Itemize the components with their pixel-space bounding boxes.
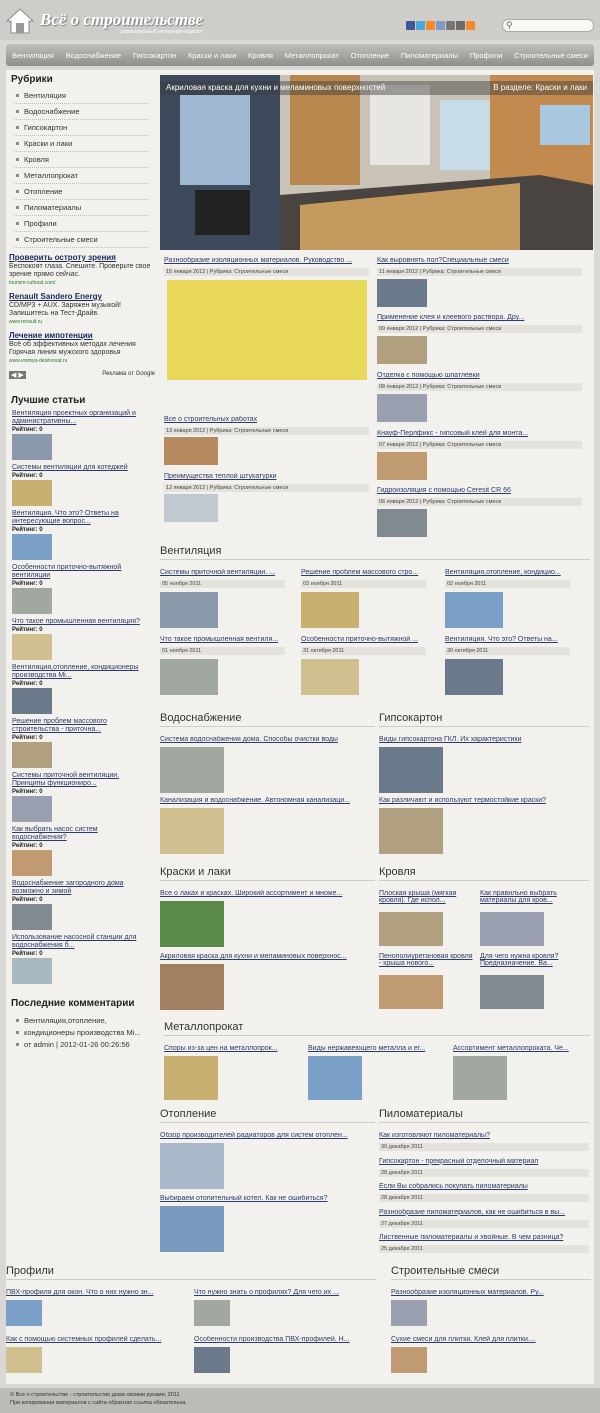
- article-excerpt: [55, 480, 56, 487]
- article-link[interactable]: Виды гипсокартона ГКЛ. Их характеристики: [379, 736, 522, 743]
- article-date: 28 декабря 2011: [379, 1169, 589, 1177]
- rubrics-title: Рубрики: [11, 74, 53, 85]
- nav-item[interactable]: Металлопрокат: [284, 50, 339, 60]
- article-meta: 11 января 2012 | Рубрика: Строительные смеси: [377, 268, 582, 276]
- article-thumbnail[interactable]: [308, 1056, 362, 1100]
- article-meta: 13 января 2012 | Рубрика: Строительные смеси: [164, 427, 369, 435]
- best-article-row: [12, 534, 150, 560]
- article-excerpt: [55, 634, 56, 641]
- best-article-link[interactable]: Системы вентиляции для котеджей: [12, 464, 128, 471]
- rubric-item[interactable]: Отопление: [14, 184, 149, 200]
- rating: Рейтинг: 0: [12, 473, 43, 479]
- article-link[interactable]: ПВХ-профиля для окон. Что о них нужно зн...: [6, 1289, 154, 1296]
- comment-line[interactable]: Вентиляция,отопление,: [12, 1015, 156, 1027]
- article-date: 01 ноября 2011: [160, 647, 285, 655]
- ads-nav-buttons[interactable]: ◀ ▶: [11, 372, 24, 379]
- article-excerpt: [55, 688, 56, 695]
- article-thumbnail[interactable]: [377, 452, 427, 480]
- article-thumbnail[interactable]: [160, 964, 224, 1010]
- article-link[interactable]: Сухие смеси для плитки. Клей для плитки....: [391, 1336, 536, 1343]
- section-title[interactable]: Пиломатериалы: [379, 1108, 589, 1123]
- best-article-row: [12, 958, 150, 984]
- article-link[interactable]: Разнообразие изоляционных материалов. Ру...: [391, 1289, 544, 1296]
- nav-item[interactable]: Профили: [469, 50, 503, 60]
- best-article-link[interactable]: Вентиляция проектных организаций и административны...: [12, 410, 136, 425]
- article-link[interactable]: Виды нержавеющего металла и ег...: [308, 1045, 426, 1052]
- article-thumbnail[interactable]: [301, 592, 359, 628]
- article-meta: 12 января 2012 | Рубрика: Строительные смеси: [164, 484, 369, 492]
- rubric-item[interactable]: Строительные смеси: [14, 232, 149, 248]
- best-article-link[interactable]: Решение проблем массового строительства - приточна...: [12, 718, 107, 733]
- article-link[interactable]: Как различают и используют термостойкие краски?: [379, 797, 547, 804]
- article-thumbnail[interactable]: [379, 912, 443, 946]
- comment-line[interactable]: кондиционеры производства Mi...: [12, 1027, 156, 1039]
- article-thumbnail[interactable]: [194, 1347, 230, 1373]
- article-meta: 08 января 2012 | Рубрика: Строительные смеси: [377, 383, 582, 391]
- best-articles-list: [12, 410, 150, 984]
- best-article-link[interactable]: Как выбрать насос систем водоснабжения?: [12, 826, 98, 841]
- rubric-item[interactable]: Профили: [14, 216, 149, 232]
- rubric-item[interactable]: Водоснабжение: [14, 104, 149, 120]
- rubric-item[interactable]: Пиломатериалы: [14, 200, 149, 216]
- main-nav: [6, 44, 594, 66]
- section-title[interactable]: Вентиляция: [160, 545, 590, 560]
- article-link[interactable]: Преимущества теплой штукатурки: [164, 473, 277, 480]
- section-title[interactable]: Гипсокартон: [379, 712, 589, 727]
- article-thumbnail[interactable]: [160, 1143, 224, 1189]
- nav-item[interactable]: Отопление: [350, 50, 390, 60]
- article-link[interactable]: Как изготовляют пиломатериалы?: [379, 1132, 490, 1139]
- article-excerpt: [55, 904, 56, 911]
- article-date: 30 октября 2011: [445, 647, 570, 655]
- article-thumbnail[interactable]: [480, 975, 544, 1009]
- article-thumbnail[interactable]: [12, 534, 52, 560]
- best-article-row: [12, 904, 150, 930]
- best-article-row: [12, 634, 150, 660]
- ad-title[interactable]: Проверить остроту зрения: [9, 253, 116, 262]
- ad-url[interactable]: www.renault.ru: [9, 319, 43, 325]
- article-link[interactable]: Применение клея и клеевого раствора. Дру...: [377, 314, 525, 321]
- twitter-icon[interactable]: [416, 21, 425, 30]
- article-thumbnail[interactable]: [377, 509, 427, 537]
- slider-caption: [160, 81, 593, 95]
- article-link[interactable]: Системы приточной вентиляции. ...: [160, 569, 275, 576]
- article-thumbnail[interactable]: [167, 280, 367, 380]
- article-thumbnail[interactable]: [12, 904, 52, 930]
- article-thumbnail[interactable]: [6, 1347, 42, 1373]
- nav-item[interactable]: Вентиляция: [12, 50, 54, 60]
- slider-section[interactable]: В разделе: Краски и лаки: [493, 83, 587, 92]
- article-link[interactable]: Обзор производителей радиаторов для систем отоплен...: [160, 1132, 348, 1139]
- article-link[interactable]: Гипсокартон - прекрасный отделочный материал: [379, 1157, 539, 1165]
- comments-title: Последние комментарии: [11, 998, 135, 1009]
- rating: Рейтинг: 0: [12, 735, 43, 741]
- article-link[interactable]: Особенности приточно-вытяжной ...: [301, 636, 419, 643]
- article-meta: 15 января 2012 | Рубрика: Строительные смеси: [164, 268, 369, 276]
- article-excerpt: [55, 588, 56, 595]
- article-thumbnail[interactable]: [12, 634, 52, 660]
- best-article-row: [12, 688, 150, 714]
- nav-item[interactable]: Строительные смеси: [514, 50, 588, 60]
- rating: Рейтинг: 0: [12, 897, 43, 903]
- article-meta: 09 января 2012 | Рубрика: Строительные смеси: [377, 325, 582, 333]
- article-thumbnail[interactable]: [379, 808, 443, 854]
- site-subtitle: строительный интернет-портал: [120, 29, 203, 35]
- article-thumbnail[interactable]: [12, 796, 52, 822]
- best-article-link[interactable]: Водоснабжение загородного дома возможно и зимой: [12, 880, 124, 895]
- section-title[interactable]: Профили: [6, 1265, 376, 1280]
- google-ads: [9, 254, 155, 365]
- article-excerpt: [55, 958, 56, 965]
- article-link[interactable]: Если Вы собрались покупать пиломатериалы: [379, 1183, 528, 1190]
- article-thumbnail[interactable]: [194, 1300, 230, 1326]
- article-thumbnail[interactable]: [160, 808, 224, 854]
- best-article-row: [12, 742, 150, 768]
- best-article-link[interactable]: Особенности приточно-вытяжной вентиляции: [12, 564, 122, 579]
- article-excerpt: [55, 534, 56, 541]
- article-link[interactable]: Канализация и водоснабжение. Автономная канализаци...: [160, 797, 351, 804]
- article-link[interactable]: Как выровнять пол?Специальные смеси: [377, 257, 509, 264]
- article-date: 05 ноября 2011: [160, 580, 285, 588]
- article-date: 30 декабря 2011: [379, 1143, 589, 1151]
- best-article-row: [12, 796, 150, 822]
- article-date: 28 декабря 2011: [379, 1194, 589, 1202]
- rating: Рейтинг: 0: [12, 843, 43, 849]
- article-thumbnail[interactable]: [160, 592, 218, 628]
- article-link[interactable]: Выбираем отопительный котел. Как не ошибиться?: [160, 1195, 328, 1202]
- rss-icon[interactable]: [426, 21, 435, 30]
- rubric-item[interactable]: Краски и лаки: [14, 136, 149, 152]
- article-link[interactable]: Разнообразие пиломатериалов, как не ошибиться в вы...: [379, 1208, 565, 1216]
- article-date: 03 ноября 2011: [301, 580, 426, 588]
- rubric-item[interactable]: Гипсокартон: [14, 120, 149, 136]
- article-date: 25 декабря 2011: [379, 1245, 589, 1253]
- article-thumbnail[interactable]: [445, 659, 503, 695]
- article-thumbnail[interactable]: [480, 912, 544, 946]
- article-link[interactable]: Что нужно знать о профилях? Для чего их ...: [194, 1289, 339, 1296]
- copy-notice: При копировании материалов с сайта обратная ссылка обязательна.: [10, 1400, 188, 1406]
- article-thumbnail[interactable]: [377, 394, 427, 422]
- article-link[interactable]: Все о строительных работах: [164, 416, 258, 423]
- article-thumbnail[interactable]: [12, 480, 52, 506]
- article-link[interactable]: Что такое промышленная вентиля...: [160, 636, 279, 643]
- rubric-item[interactable]: Металлопрокат: [14, 168, 149, 184]
- facebook-icon[interactable]: [406, 21, 415, 30]
- best-article-link[interactable]: Вентиляция. Что это? Ответы на интересующие вопрос...: [12, 510, 119, 525]
- article-link[interactable]: Плоская крыша (мягкая кровля). Где испол...: [379, 890, 457, 904]
- section-title[interactable]: Водоснабжение: [160, 712, 375, 727]
- rubric-item[interactable]: Кровля: [14, 152, 149, 168]
- section-title[interactable]: Строительные смеси: [391, 1265, 591, 1280]
- article-date: 27 декабря 2011: [379, 1220, 589, 1228]
- nav-item[interactable]: Водоснабжение: [65, 50, 122, 60]
- article-link[interactable]: Все о лаках и красках. Широкий ассортимент и множе...: [160, 890, 343, 897]
- article-thumbnail[interactable]: [12, 434, 52, 460]
- article-link[interactable]: Пенополиуретановая кровля - крыша нового...: [379, 953, 473, 967]
- article-thumbnail[interactable]: [379, 747, 443, 793]
- article-link[interactable]: Для чего нужна кровля?Предназначение. Ва...: [480, 953, 559, 967]
- article-link[interactable]: Система водоснабжения дома. Способы очистки воды: [160, 736, 338, 743]
- copyright: © Все о строительстве - строительство дома своими руками, 2011: [10, 1392, 180, 1398]
- ad-url[interactable]: tourism-cultural.com/: [9, 280, 56, 286]
- article-thumbnail[interactable]: [164, 1056, 218, 1100]
- section-title[interactable]: Краски и лаки: [160, 866, 375, 881]
- article-link[interactable]: Как правильно выбрать материалы для кров...: [480, 890, 557, 904]
- footer: [0, 1388, 600, 1413]
- article-thumbnail[interactable]: [377, 336, 427, 364]
- article-link[interactable]: Споры из-за цен на металлопрок...: [164, 1045, 278, 1052]
- article-thumbnail[interactable]: [379, 975, 443, 1009]
- ads-label: Реклама от Google: [102, 371, 155, 377]
- email-icon[interactable]: [436, 21, 445, 30]
- featured-slider[interactable]: [160, 75, 593, 250]
- article-meta: 06 января 2012 | Рубрика: Строительные смеси: [377, 498, 582, 506]
- rating: Рейтинг: 0: [12, 527, 43, 533]
- nav-item[interactable]: Кровля: [248, 50, 273, 60]
- best-article-link[interactable]: Использование насосной станции для водоснабжения б...: [12, 934, 137, 949]
- article-date: 02 ноября 2011: [445, 580, 570, 588]
- slider-title[interactable]: Акриловая краска для кухни и меламиновых поверхностей: [166, 83, 386, 92]
- nav-item[interactable]: Краски и лаки: [187, 50, 237, 60]
- article-link[interactable]: Отделка с помощью шпатлевки: [377, 372, 480, 379]
- article-thumbnail[interactable]: [12, 742, 52, 768]
- article-link[interactable]: Гидроизоляция с помощью Ceresit CR 66: [377, 487, 511, 494]
- article-date: 31 октября 2011: [301, 647, 426, 655]
- article-thumbnail[interactable]: [377, 279, 427, 307]
- rating: Рейтинг: 0: [12, 951, 43, 957]
- article-thumbnail[interactable]: [6, 1300, 42, 1326]
- latest-comment: [12, 1015, 156, 1051]
- rating: Рейтинг: 0: [12, 427, 43, 433]
- article-link[interactable]: Особенности производства ПВХ-профилей. Н...: [194, 1336, 350, 1343]
- article-thumbnail[interactable]: [301, 659, 359, 695]
- article-link[interactable]: Решение проблем массового стро...: [301, 569, 419, 576]
- nav-item[interactable]: Пиломатериалы: [400, 50, 459, 60]
- article-thumbnail[interactable]: [391, 1347, 427, 1373]
- kitchen-image: [160, 75, 593, 250]
- ad-title[interactable]: Renault Sandero Energy: [9, 292, 102, 301]
- article-link[interactable]: Лиственные пиломатериалы и хвойные. В чем разница?: [379, 1234, 564, 1241]
- article-excerpt: [55, 742, 56, 749]
- article-meta: 07 января 2012 | Рубрика: Строительные смеси: [377, 441, 582, 449]
- rubric-item[interactable]: Вентиляция: [14, 88, 149, 104]
- article-link[interactable]: Вентиляция,отопление, кондицио...: [445, 569, 561, 576]
- article-thumbnail[interactable]: [12, 958, 52, 984]
- rubrics-list: [14, 88, 156, 248]
- best-article-row: [12, 434, 150, 460]
- article-link[interactable]: Ассортимент металлопроката. Че...: [453, 1045, 569, 1052]
- article-thumbnail[interactable]: [160, 901, 224, 947]
- best-article-row: [12, 480, 150, 506]
- comment-meta: от admin | 2012-01-26 00:26:56: [12, 1039, 156, 1051]
- article-link[interactable]: Как с помощью системных профилей сделать...: [6, 1336, 162, 1343]
- house-logo-icon[interactable]: [6, 8, 34, 34]
- article-link[interactable]: Акриловая краска для кухни и меламиновых поверхнос...: [160, 953, 347, 960]
- sidebar: [6, 70, 156, 1051]
- best-article-link[interactable]: Системы приточной вентиляции. Принципы функциониро...: [12, 772, 120, 787]
- article-excerpt: [55, 850, 56, 857]
- section-title[interactable]: Металлопрокат: [164, 1021, 590, 1036]
- article-thumbnail[interactable]: [453, 1056, 507, 1100]
- section-title[interactable]: Кровля: [379, 866, 589, 881]
- social-icons: [406, 21, 475, 30]
- article-thumbnail[interactable]: [12, 850, 52, 876]
- article-excerpt: [55, 434, 56, 441]
- site-header: [0, 0, 600, 40]
- ad-title[interactable]: Лечение импотенции: [9, 331, 93, 340]
- ad-text: Всё об эффективных методах лечения Горячая линия мужского здоровья: [9, 341, 136, 356]
- article-thumbnail[interactable]: [164, 494, 218, 522]
- rating: Рейтинг: 0: [12, 681, 43, 687]
- article-excerpt: [55, 796, 56, 803]
- nav-item[interactable]: Гипсокартон: [133, 50, 177, 60]
- article-thumbnail[interactable]: [164, 437, 218, 465]
- best-articles-title: Лучшие статьи: [11, 395, 86, 406]
- article-thumbnail[interactable]: [12, 688, 52, 714]
- print-icon[interactable]: [456, 21, 465, 30]
- rating: Рейтинг: 0: [12, 789, 43, 795]
- search-icon: ⚲: [506, 20, 513, 30]
- article-thumbnail[interactable]: [391, 1300, 427, 1326]
- best-article-link[interactable]: Вентиляция,отопление, кондиционеры производства Mi...: [12, 664, 139, 679]
- article-thumbnail[interactable]: [160, 1206, 224, 1252]
- search-input[interactable]: [502, 19, 594, 32]
- ad-url[interactable]: www.vremya-deistvovat.ru: [9, 358, 68, 364]
- section-title[interactable]: Отопление: [160, 1108, 375, 1123]
- best-article-row: [12, 588, 150, 614]
- article-thumbnail[interactable]: [12, 588, 52, 614]
- article-link[interactable]: Кнауф-Перлфикс - гипсовый клей для монта...: [377, 430, 529, 437]
- article-thumbnail[interactable]: [160, 747, 224, 793]
- youtube-icon[interactable]: [446, 21, 455, 30]
- site-title[interactable]: Всё о строительстве: [40, 10, 203, 29]
- article-thumbnail[interactable]: [160, 659, 218, 695]
- article-link[interactable]: Вентиляция. Что это? Ответы на...: [445, 636, 558, 643]
- rating: Рейтинг: 0: [12, 627, 43, 633]
- ad-text: Беспокоят глаза. Спешите. Проверьте свое зрение прямо сейчас.: [9, 263, 151, 278]
- article-thumbnail[interactable]: [445, 592, 503, 628]
- ad-text: CD/MP3 + AUX. Заряжен музыкой! Запишитесь на Тест-Драйв.: [9, 302, 121, 317]
- share-icon[interactable]: [466, 21, 475, 30]
- best-article-link[interactable]: Что такое промышленная вентиляция?: [12, 618, 140, 625]
- rating: Рейтинг: 0: [12, 581, 43, 587]
- article-link[interactable]: Разнообразие изоляционных материалов. Руководство ...: [164, 257, 353, 264]
- best-article-row: [12, 850, 150, 876]
